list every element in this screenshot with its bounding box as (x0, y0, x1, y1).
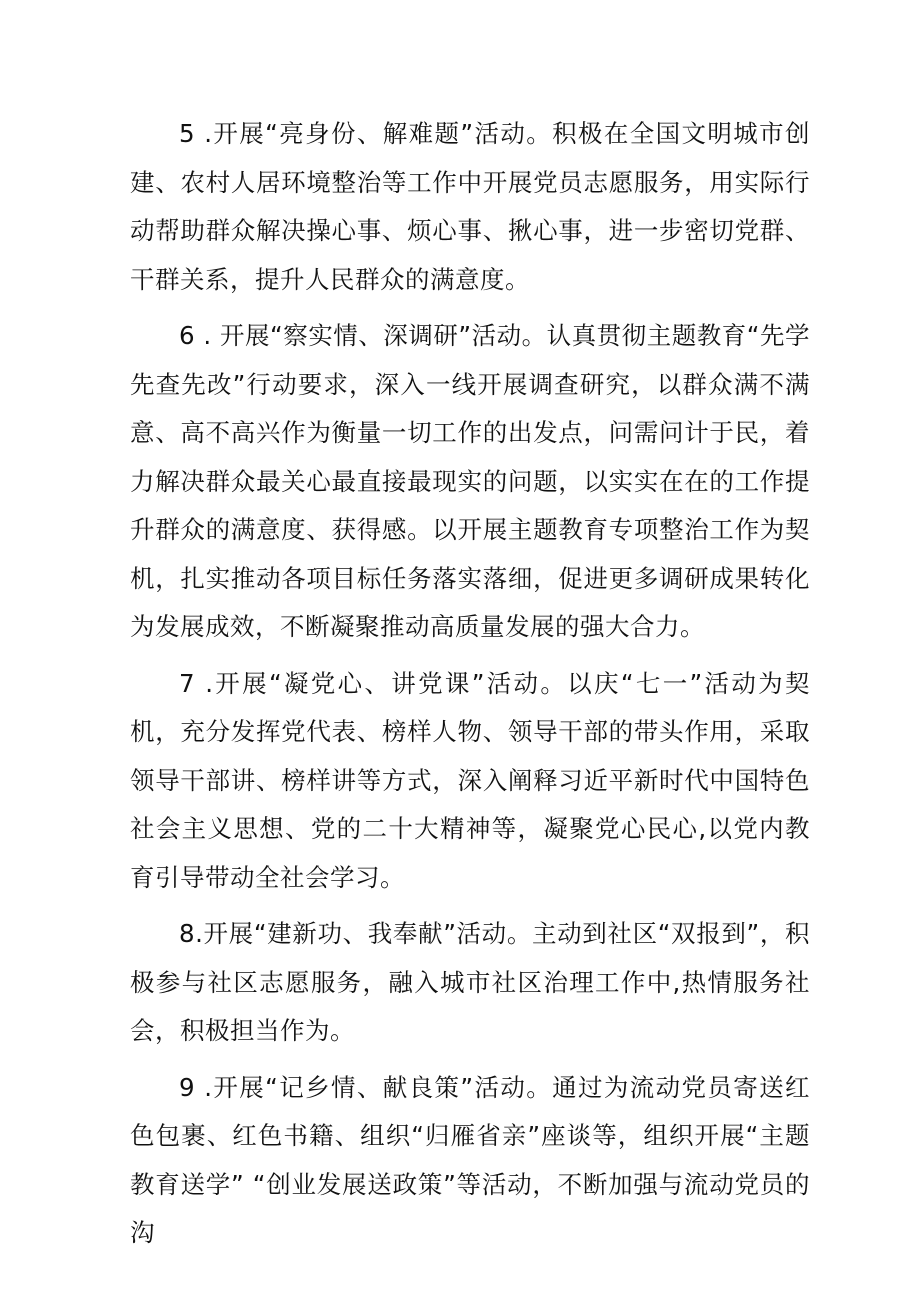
paragraph-item-5: 5 .开展“亮身份、解难题”活动。积极在全国文明城市创建、农村人居环境整治等工作中开展党员志愿服务，用实际行动帮助群众解决操心事、烦心事、揪心事，进一步密切党群、干群关系，提升人民群众的满意度。 (130, 119, 810, 294)
paragraph-item-7: 7 .开展“凝党心、讲党课”活动。以庆“七一”活动为契机，充分发挥党代表、榜样人物、领导干部的带头作用，采取领导干部讲、榜样讲等方式，深入阐释习近平新时代中国特色社会主义思想、党的二十大精神等，凝聚党心民心,以党内教育引导带动全社会学习。 (130, 668, 810, 892)
document-body (130, 110, 810, 1266)
paragraph-item-8: 8.开展“建新功、我奉献”活动。主动到社区“双报到”，积极参与社区志愿服务，融入城市社区治理工作中,热情服务社会，积极担当作为。 (130, 919, 810, 1045)
paragraph-item-6: 6 . 开展“察实情、深调研”活动。认真贯彻主题教育“先学先查先改”行动要求，深入一线开展调查研究，以群众满不满意、高不高兴作为衡量一切工作的出发点，问需问计于民，着力解决群众最关心最直接最现实的问题，以实实在在的工作提升群众的满意度、获得感。以开展主题教育专项整治工作为契机，扎实推动各项目标任务落实落细，促进更多调研成果转化为发展成效，不断凝聚推动高质量发展的强大合力。 (130, 321, 810, 641)
paragraph-item-9: 9 .开展“记乡情、献良策”活动。通过为流动党员寄送红色包裹、红色书籍、组织“归雁省亲”座谈等，组织开展“主题教育送学” “创业发展送政策”等活动，不断加强与流动党员的沟 (130, 1072, 810, 1247)
